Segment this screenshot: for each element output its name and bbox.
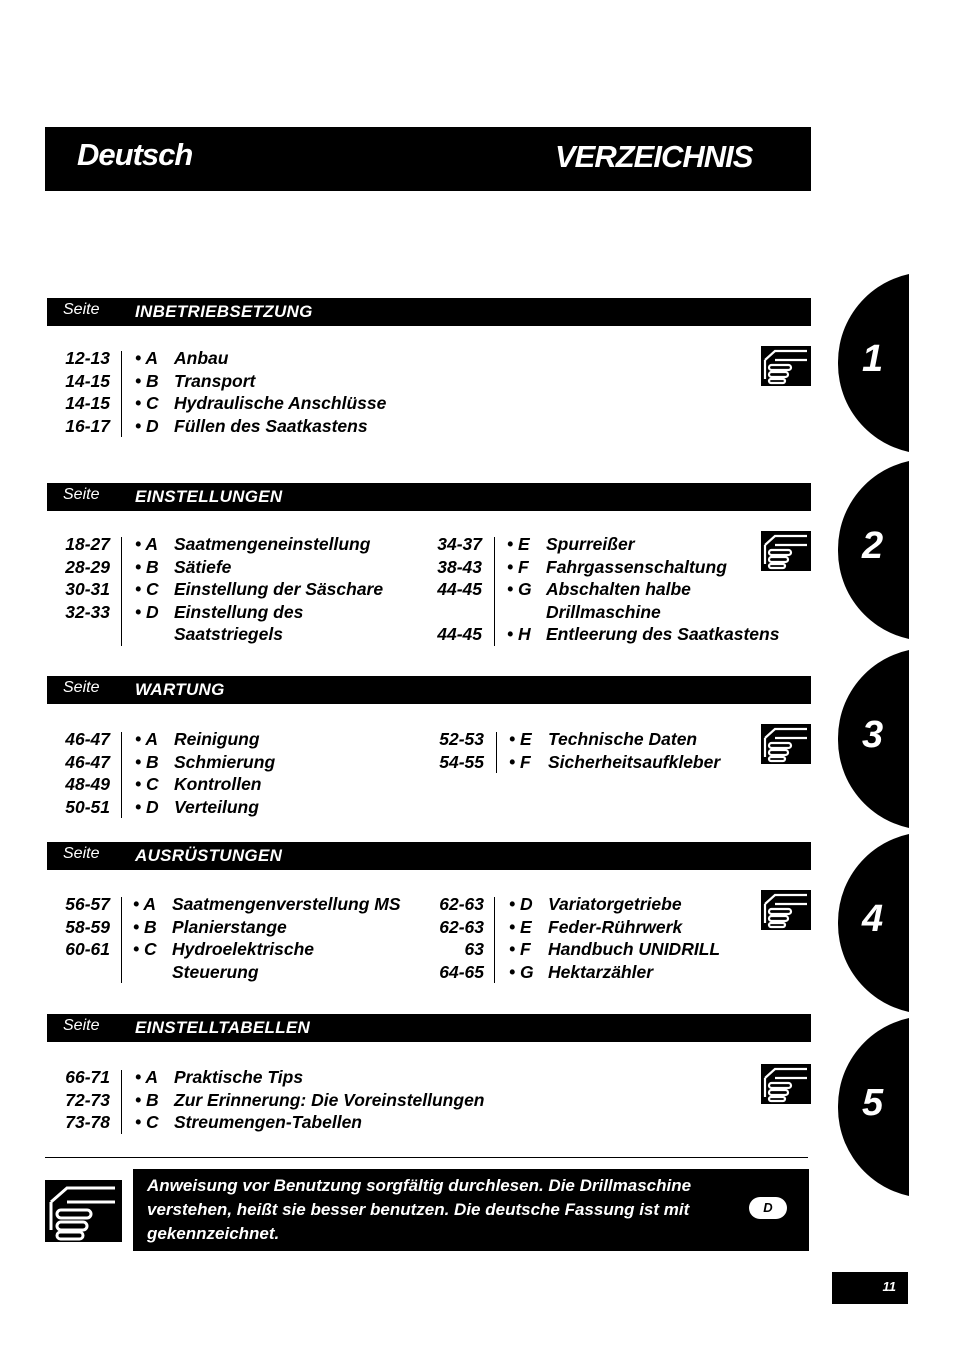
page-range: 54-55 [439, 751, 484, 772]
entry-text: Hektarzähler [548, 961, 654, 982]
entry-text: Handbuch UNIDRILL [548, 939, 721, 959]
page-range: 46-47 [65, 729, 110, 749]
entry-letter: • F [509, 751, 531, 772]
page-range: 50-51 [65, 796, 110, 817]
page-range: 14-15 [65, 370, 110, 391]
entry-letter: • C [135, 393, 159, 413]
page-range: 30-31 [65, 579, 110, 599]
entry-letter: • B [135, 370, 159, 391]
entry-text: Transport [174, 370, 256, 391]
page-range: 63 [464, 939, 484, 959]
page-range: 28-29 [65, 556, 110, 577]
entry-letter: • C [133, 939, 157, 959]
section-title: AUSRÜSTUNGEN [135, 846, 283, 865]
entry-text: Steuerung [172, 961, 259, 982]
page-number: 11 [832, 1272, 908, 1304]
entry-letter: • B [135, 556, 159, 577]
page-title: VERZEICHNIS [555, 139, 753, 174]
entry-text: Einstellung des [174, 601, 304, 622]
divider [45, 1157, 808, 1158]
page-range: 73-78 [65, 1112, 110, 1132]
seite-label: Seite [63, 1017, 100, 1034]
page-range: 44-45 [437, 579, 482, 599]
entry-letter: • E [509, 729, 532, 749]
entry-text: Abschalten halbe [546, 579, 691, 599]
section-title: EINSTELLUNGEN [135, 487, 283, 506]
entry-text: Einstellung der Säschare [174, 579, 384, 599]
page-range: 56-57 [65, 894, 110, 914]
page-range: 44-45 [437, 624, 482, 644]
page-range: 58-59 [65, 916, 110, 937]
entry-letter: • C [135, 579, 159, 599]
entry-letter: • C [135, 1112, 159, 1132]
seite-label: Seite [63, 301, 100, 318]
entry-letter: • B [133, 916, 157, 937]
entry-text: Praktische Tips [174, 1067, 304, 1087]
entry-text: Reinigung [174, 729, 260, 749]
page-range: 18-27 [65, 534, 110, 554]
entry-letter: • D [509, 894, 533, 914]
page-range: 66-71 [65, 1067, 110, 1087]
entry-text: Kontrollen [174, 774, 262, 794]
chapter-tab-label: 5 [862, 1082, 884, 1124]
entry-text: Spurreißer [546, 534, 635, 554]
entry-letter: • A [135, 729, 158, 749]
page-range: 16-17 [65, 415, 110, 436]
seite-label: Seite [63, 486, 100, 503]
page-range: 46-47 [65, 751, 110, 772]
entry-letter: • D [135, 796, 159, 817]
entry-letter: • G [507, 579, 532, 599]
page-range: 52-53 [439, 729, 484, 749]
page-range: 62-63 [439, 916, 484, 937]
page-range: 72-73 [65, 1089, 110, 1110]
chapter-tab-label: 1 [862, 338, 884, 380]
language-badge: D [749, 1197, 787, 1219]
entry-text: Drillmaschine [546, 601, 661, 622]
entry-text: Planierstange [172, 916, 287, 937]
page-range: 60-61 [65, 939, 110, 959]
entry-text: Hydraulische Anschlüsse [174, 393, 387, 413]
chapter-tab-label: 2 [862, 525, 884, 567]
entry-text: Sätiefe [174, 556, 232, 577]
section-title: EINSTELLTABELLEN [135, 1018, 311, 1037]
chapter-tab-4[interactable] [838, 832, 909, 1014]
entry-letter: • E [509, 916, 532, 937]
entry-letter: • A [135, 1067, 158, 1087]
section-title: WARTUNG [135, 680, 225, 699]
entry-letter: • D [135, 601, 159, 622]
chapter-tab-1[interactable] [838, 272, 909, 454]
entry-letter: • H [507, 624, 531, 644]
entry-letter: • F [509, 939, 531, 959]
entry-letter: • F [507, 556, 529, 577]
entry-text: Streumengen-Tabellen [174, 1112, 362, 1132]
page-range: 62-63 [439, 894, 484, 914]
entry-text: Feder-Rührwerk [548, 916, 683, 937]
page-range: 14-15 [65, 393, 110, 413]
entry-text: Sicherheitsaufkleber [548, 751, 721, 772]
chapter-tab-5[interactable] [838, 1016, 909, 1198]
page-range: 38-43 [437, 556, 482, 577]
language-label: Deutsch [77, 137, 193, 172]
entry-text: Variatorgetriebe [548, 894, 682, 914]
seite-label: Seite [63, 679, 100, 696]
entry-letter: • A [133, 894, 156, 914]
chapter-tab-2[interactable] [838, 459, 909, 641]
note-text: Anweisung vor Benutzung sorgfältig durchlesen. Die Drillmaschine verstehen, heißt sie besser benutzen. Die deutsche Fassung ist mit gekennzeichnet. [147, 1176, 692, 1243]
entry-letter: • A [135, 348, 158, 368]
entry-letter: • B [135, 751, 159, 772]
entry-letter: • D [135, 415, 159, 436]
chapter-tab-label: 4 [862, 898, 884, 940]
entry-letter: • B [135, 1089, 159, 1110]
entry-text: Saatmengenverstellung MS [172, 894, 401, 914]
chapter-tab-3[interactable] [838, 648, 909, 830]
entry-text: Fahrgassenschaltung [546, 556, 727, 577]
entry-text: Verteilung [174, 796, 259, 817]
page-range: 32-33 [65, 601, 110, 622]
entry-text: Saatmengeneinstellung [174, 534, 371, 554]
entry-text: Hydroelektrische [172, 939, 315, 959]
page-range: 34-37 [437, 534, 482, 554]
section-title: INBETRIEBSETZUNG [135, 302, 313, 321]
entry-text: Zur Erinnerung: Die Voreinstellungen [174, 1089, 485, 1110]
chapter-tab-label: 3 [862, 714, 884, 756]
page-range: 12-13 [65, 348, 110, 368]
entry-letter: • E [507, 534, 530, 554]
page-range: 48-49 [65, 774, 110, 794]
seite-label: Seite [63, 845, 100, 862]
entry-letter: • C [135, 774, 159, 794]
entry-text: Füllen des Saatkastens [174, 415, 368, 436]
entry-text: Saatstriegels [174, 624, 283, 644]
entry-text: Anbau [174, 348, 229, 368]
entry-letter: • A [135, 534, 158, 554]
hand-pointer-icon [45, 1180, 122, 1242]
page-range: 64-65 [439, 961, 484, 982]
entry-letter: • G [509, 961, 534, 982]
entry-text: Schmierung [174, 751, 276, 772]
instruction-note [133, 1169, 809, 1251]
entry-text: Entleerung des Saatkastens [546, 624, 780, 644]
entry-text: Technische Daten [548, 729, 698, 749]
